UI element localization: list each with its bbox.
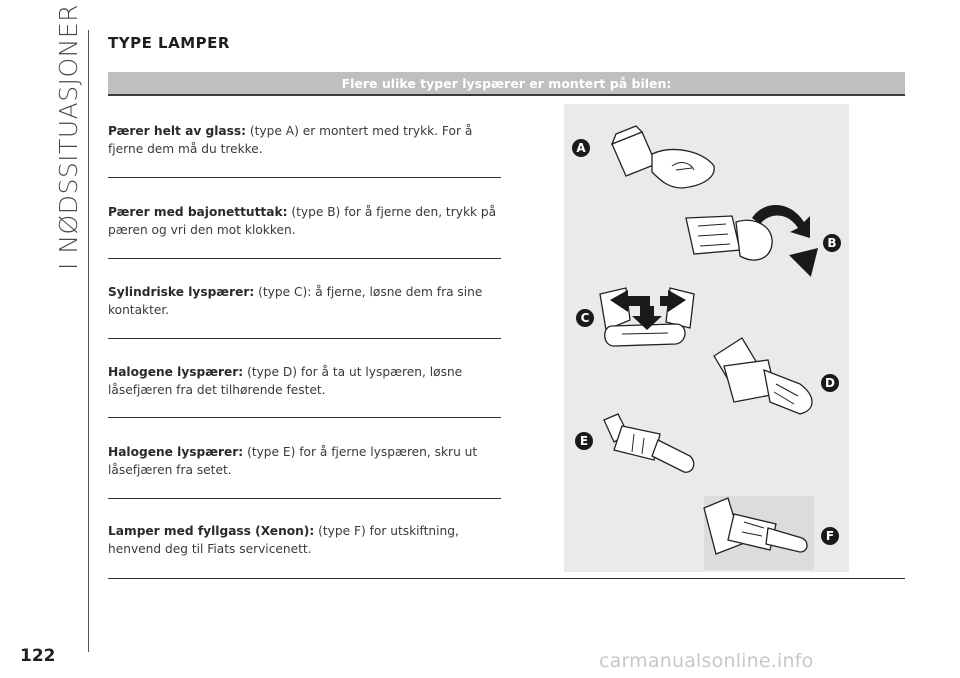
figure-label-d: D xyxy=(825,376,835,390)
page-number: 122 xyxy=(20,646,56,666)
entry-description: (type B) for å fjerne den, trykk på pæren og vri den mot klokken. xyxy=(108,205,497,237)
entry-description: (type C): å fjerne, løsne dem fra sine kontakter. xyxy=(108,285,483,317)
bulb-f-icon xyxy=(704,496,814,570)
entry-term: Lamper med fyllgass (Xenon): xyxy=(108,524,315,538)
entry-description: (type E) for å fjerne lyspæren, skru ut låsefjæren fra setet. xyxy=(108,445,478,477)
entry-term: Pærer helt av glass: xyxy=(108,124,247,138)
bulb-entry-f xyxy=(108,522,502,558)
bulb-a-icon xyxy=(612,126,714,188)
bulb-e-icon xyxy=(604,414,694,472)
label-e xyxy=(575,432,593,450)
section-title-vertical xyxy=(50,3,90,270)
bulb-d-icon xyxy=(714,338,812,414)
bulb-entry-c xyxy=(108,283,502,319)
entry-term: Pærer med bajonettuttak: xyxy=(108,205,288,219)
entry-term: Halogene lyspærer: xyxy=(108,445,244,459)
figure-label-c: C xyxy=(580,311,590,325)
entry-description: (type D) for å ta ut lyspæren, løsne låsefjæren fra det tilhørende festet. xyxy=(108,365,463,397)
bulb-entry-a xyxy=(108,122,502,158)
bulb-types-illustration xyxy=(564,104,849,572)
watermark: carmanualsonline.info xyxy=(599,650,814,672)
bulb-b-icon xyxy=(686,205,816,274)
entry-term: Halogene lyspærer: xyxy=(108,365,244,379)
figure-label-e: E xyxy=(579,434,589,448)
section-title: I NØDSSITUASJONER xyxy=(54,3,83,270)
entry-description: (type F) for utskiftning, henvend deg til Fiats servicenett. xyxy=(108,524,459,556)
bulb-c-icon xyxy=(600,288,694,346)
separator xyxy=(108,177,501,178)
figure-label-b: B xyxy=(827,236,837,250)
margin-divider xyxy=(88,30,89,652)
label-c xyxy=(576,309,594,327)
label-d xyxy=(821,374,839,392)
bottom-rule xyxy=(108,578,905,579)
figure-label-a: A xyxy=(576,141,586,155)
bulb-entry-b xyxy=(108,203,502,239)
entry-term: Sylindriske lyspærer: xyxy=(108,285,255,299)
separator xyxy=(108,258,501,259)
separator xyxy=(108,498,501,499)
figure-label-f: F xyxy=(825,529,835,543)
label-f xyxy=(821,527,839,545)
entry-description: (type A) er montert med trykk. For å fjerne dem må du trekke. xyxy=(108,124,473,156)
separator xyxy=(108,338,501,339)
page-heading: TYPE LAMPER xyxy=(108,34,230,52)
label-a xyxy=(572,139,590,157)
label-b xyxy=(823,234,841,252)
intro-banner: Flere ulike typer lyspærer er montert på bilen: xyxy=(108,72,905,96)
bulb-entry-e xyxy=(108,443,502,479)
separator xyxy=(108,417,501,418)
bulb-entry-d xyxy=(108,363,502,399)
